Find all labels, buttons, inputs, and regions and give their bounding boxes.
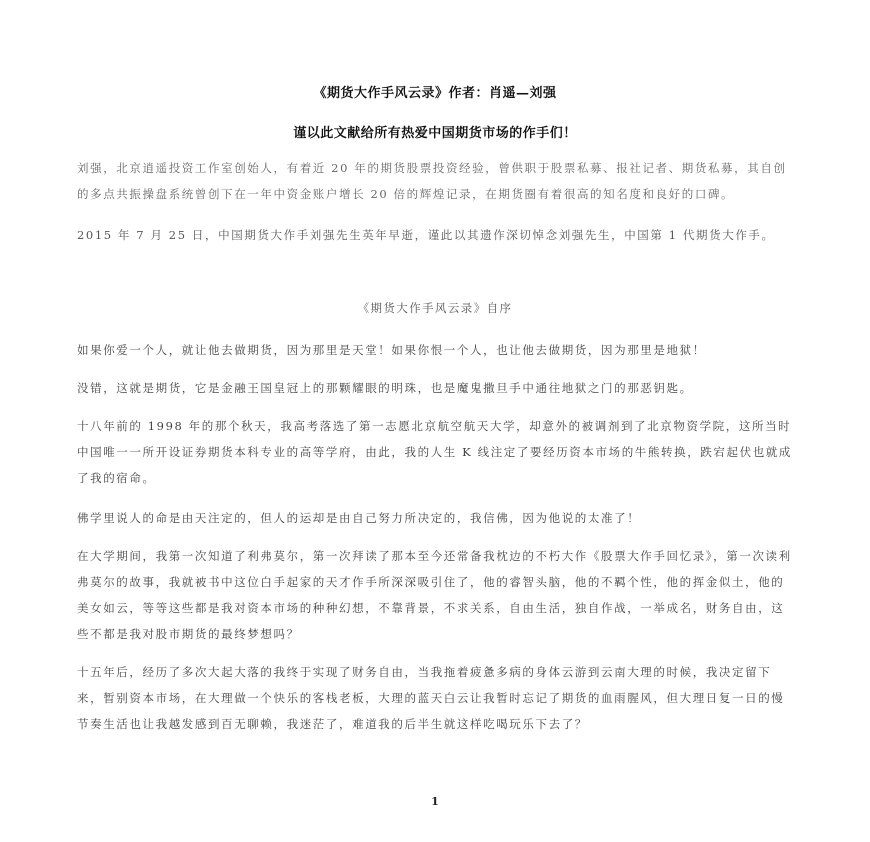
body-paragraph: 十八年前的 1998 年的那个秋天，我高考落选了第一志愿北京航空航天大学，却意外的被调剂到了北京物资学院，这所当时中国唯一一所开设证券期货本科专业的高等学府，由此，我的人生 K 线注定了要经历资本市场的牛熊转换，跌宕起伏也就成了我的宿命。 <box>77 419 792 485</box>
page-number: 1 <box>431 795 439 808</box>
body-paragraph: 佛学里说人的命是由天注定的，但人的运却是由自己努力所决定的，我信佛，因为他说的太准了！ <box>77 511 641 525</box>
document-title: 《期货大作手风云录》作者：肖遥—刘强 <box>313 86 557 101</box>
memorial-paragraph: 2015 年 7 月 25 日，中国期货大作手刘强先生英年早逝，谨此以其遗作深切悼念刘强先生，中国第 1 代期货大作手。 <box>77 228 775 242</box>
body-paragraph: 如果你爱一个人，就让他去做期货，因为那里是天堂！如果你恨一个人，也让他去做期货，因为那里是地狱！ <box>77 343 706 357</box>
dedication-line: 谨以此文献给所有热爱中国期货市场的作手们！ <box>293 126 577 141</box>
author-intro-paragraph: 刘强，北京逍遥投资工作室创始人，有着近 20 年的期货股票投资经验，曾供职于股票私募、报社记者、期货私募，其自创的多点共振操盘系统曾创下在一年中资金账户增长 20 倍的辉煌记录，在期货圈有着很高的知名度和良好的口碑。 <box>77 161 787 201</box>
body-paragraph: 十五年后，经历了多次大起大落的我终于实现了财务自由，当我拖着疲惫多病的身体云游到云南大理的时候，我决定留下来，暂别资本市场，在大理做一个快乐的客栈老板，大理的蓝天白云让我暂时忘记了期货的血雨腥风，但大理日复一日的慢节奏生活也让我越发感到百无聊赖，我迷茫了，难道我的后半生就这样吃喝玩乐下去了？ <box>77 665 785 731</box>
body-paragraph: 在大学期间，我第一次知道了利弗莫尔，第一次拜读了那本至今还常备我枕边的不朽大作《股票大作手回忆录》，第一次读利弗莫尔的故事，我就被书中这位白手起家的天才作手所深深吸引住了，他的睿智头脑，他的不羁个性，他的挥金似土，他的美女如云，等等这些都是我对资本市场的种种幻想，不靠背景，不求关系，自由生活，独自作战，一举成名，财务自由，这些不都是我对股市期货的最终梦想吗？ <box>77 549 792 641</box>
preface-heading: 《期货大作手风云录》自序 <box>357 301 513 315</box>
body-paragraph: 没错，这就是期货，它是金融王国皇冠上的那颗耀眼的明珠，也是魔鬼撒旦手中通往地狱之门的那恶钥匙。 <box>77 381 693 395</box>
